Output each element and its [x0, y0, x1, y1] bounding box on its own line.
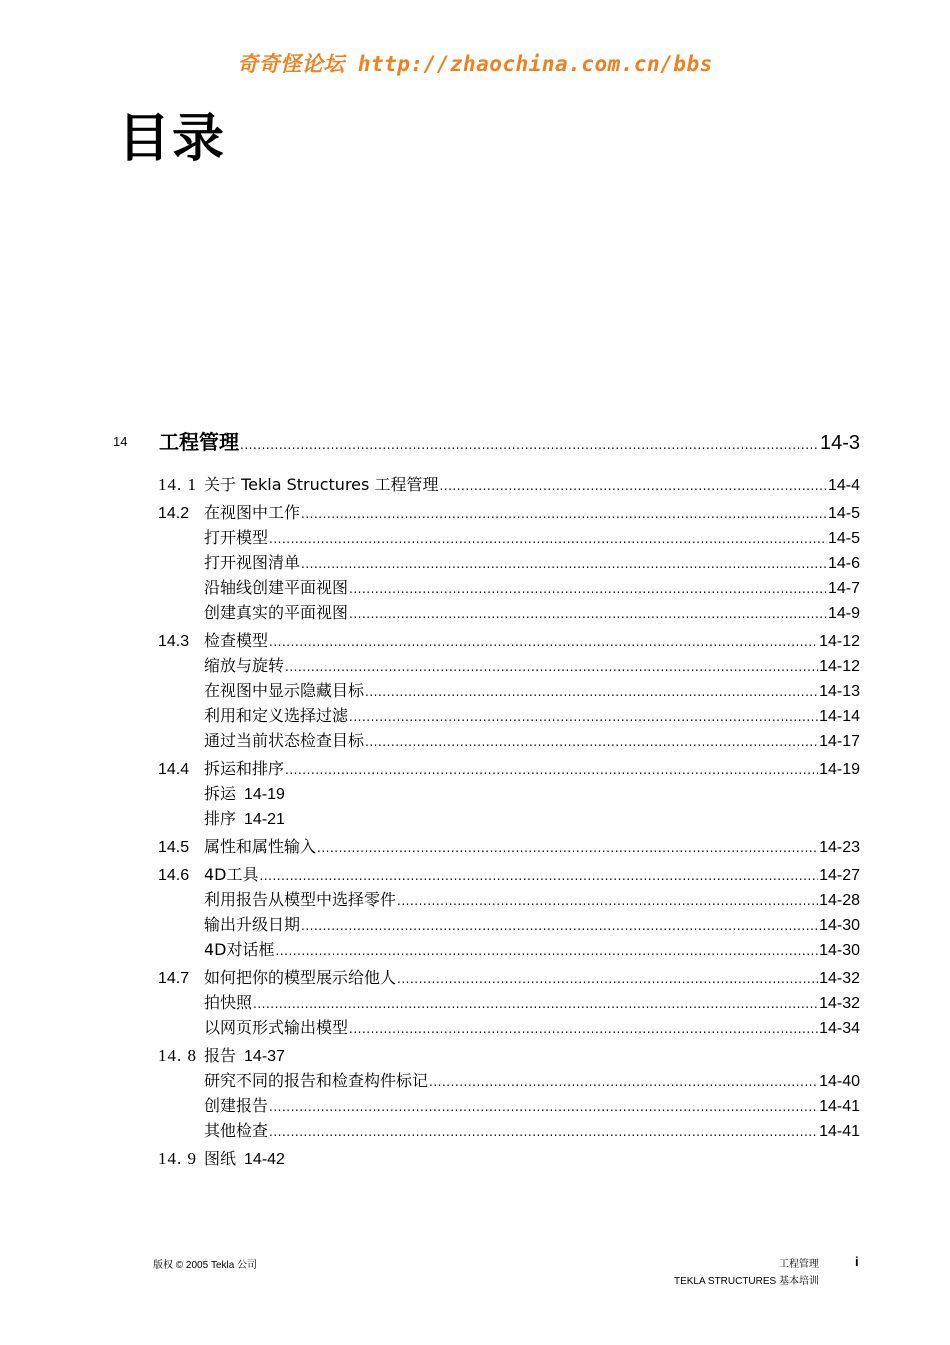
dot-leader [349, 608, 827, 620]
toc-page-number: 14-32 [819, 995, 860, 1012]
page-title: 目录 [118, 109, 227, 169]
dot-leader [285, 764, 818, 776]
toc-entry[interactable] [158, 862, 860, 887]
toc-page-number: 14-4 [827, 477, 860, 494]
toc-entry-title: 缩放与旋转 [204, 656, 285, 675]
toc-entry[interactable] [158, 1118, 860, 1143]
toc-entry[interactable] [158, 678, 860, 703]
toc-entry[interactable] [158, 1068, 860, 1093]
toc-page-number: 14-42 [244, 1151, 285, 1168]
toc-entry[interactable] [158, 628, 860, 653]
toc-entry-title: 如何把你的模型展示给他人 [204, 968, 397, 987]
toc-entry[interactable] [158, 990, 860, 1015]
toc-page-number: 14-9 [827, 605, 860, 622]
toc-entry[interactable] [158, 728, 860, 753]
toc-page-number: 14-41 [819, 1098, 860, 1115]
toc-page-number: 14-19 [819, 761, 860, 778]
dot-leader [285, 661, 818, 673]
chapter-number: 14 [113, 434, 128, 449]
toc-entry-title: 报告 [204, 1046, 237, 1065]
toc-entry-title: 创建报告 [204, 1096, 269, 1115]
toc-entry[interactable] [158, 1043, 860, 1068]
toc-section-number: 14. 1 [158, 475, 197, 494]
toc-entry[interactable] [158, 887, 860, 912]
toc-entry[interactable] [158, 912, 860, 937]
toc-page-number: 14-27 [819, 867, 860, 884]
toc-entry-title: 4D对话框 [204, 940, 275, 959]
toc-entry-title: 拆运 [204, 784, 237, 803]
toc-entry-title: 创建真实的平面视图 [204, 603, 349, 622]
toc-page-number: 14-32 [819, 970, 860, 987]
chapter-line [159, 426, 860, 455]
toc-entry[interactable] [158, 575, 860, 600]
toc-section-number: 14.5 [158, 839, 190, 856]
toc-entry[interactable] [158, 781, 860, 806]
dot-leader [276, 945, 819, 957]
toc-entry[interactable] [158, 806, 860, 831]
toc-entry-title: 在视图中工作 [204, 503, 301, 522]
toc-entry[interactable] [158, 937, 860, 962]
dot-leader [429, 1076, 818, 1088]
toc-page-number: 14-28 [819, 892, 860, 909]
toc-entry-title: 关于 Tekla Structures 工程管理 [204, 475, 439, 494]
toc-page-number: 14-5 [827, 505, 860, 522]
toc-page-number: 14-13 [819, 683, 860, 700]
toc-entry-title: 排序 [204, 809, 237, 828]
chapter-title: 工程管理 [159, 430, 239, 454]
watermark: 奇奇怪论坛 http://zhaochina.com.cn/bbs [237, 52, 713, 76]
toc-entry[interactable] [158, 525, 860, 550]
dot-leader [269, 533, 827, 545]
toc-entry-title: 以网页形式输出模型 [204, 1018, 349, 1037]
toc-entry-title: 拍快照 [204, 993, 253, 1012]
toc-page-number: 14-37 [244, 1048, 285, 1065]
dot-leader [253, 998, 818, 1010]
toc-page-number: 14-30 [819, 942, 860, 959]
dot-leader [397, 973, 818, 985]
dot-leader [269, 1101, 818, 1113]
toc-chapter-entry[interactable] [113, 426, 860, 456]
toc-entry-title: 在视图中显示隐藏目标 [204, 681, 365, 700]
dot-leader [365, 686, 818, 698]
toc-entry-title: 通过当前状态检查目标 [204, 731, 365, 750]
dot-leader [349, 711, 818, 723]
footer-info [674, 1256, 819, 1290]
toc-page-number: 14-6 [827, 555, 860, 572]
toc-page-number: 14-19 [244, 786, 285, 803]
toc-entry[interactable] [158, 965, 860, 990]
toc-entry[interactable] [158, 600, 860, 625]
dot-leader [349, 1023, 818, 1035]
toc-entry-title: 属性和属性输入 [204, 837, 317, 856]
dot-leader [439, 480, 827, 492]
dot-leader [240, 439, 819, 451]
toc-section-number: 14. 9 [158, 1149, 197, 1168]
toc-entry[interactable] [158, 500, 860, 525]
dot-leader [301, 558, 827, 570]
toc-section-number: 14.4 [158, 761, 190, 778]
toc-entry-title: 打开视图清单 [204, 553, 301, 572]
dot-leader [269, 1126, 818, 1138]
footer-section: 工程管理 [779, 1259, 819, 1270]
toc-entry-title: 图纸 [204, 1149, 237, 1168]
toc-page-number: 14-21 [244, 811, 285, 828]
table-of-contents [158, 472, 860, 1171]
toc-section-number: 14.2 [158, 505, 190, 522]
toc-section-number: 14.3 [158, 633, 190, 650]
dot-leader [269, 636, 818, 648]
footer-copyright: 版权 © 2005 Tekla 公司 [153, 1260, 258, 1271]
dot-leader [260, 870, 819, 882]
toc-page-number: 14-40 [819, 1073, 860, 1090]
toc-section-number: 14. 8 [158, 1046, 197, 1065]
toc-page-number: 14-34 [819, 1020, 860, 1037]
footer-book: TEKLA STRUCTURES 基本培训 [673, 1276, 819, 1287]
toc-page-number: 14-23 [819, 839, 860, 856]
toc-entry[interactable] [158, 1093, 860, 1118]
toc-section-number: 14.6 [158, 867, 190, 884]
toc-entry-title: 利用报告从模型中选择零件 [204, 890, 397, 909]
dot-leader [317, 842, 818, 854]
toc-page-number: 14-12 [819, 633, 860, 650]
toc-entry-title: 利用和定义选择过滤 [204, 706, 349, 725]
dot-leader [397, 895, 818, 907]
dot-leader [349, 583, 827, 595]
toc-entry-title: 输出升级日期 [204, 915, 301, 934]
toc-entry[interactable] [158, 653, 860, 678]
chapter-page: 14-3 [819, 432, 860, 454]
toc-page-number: 14-17 [819, 733, 860, 750]
dot-leader [365, 736, 818, 748]
dot-leader [301, 508, 827, 520]
toc-page-number: 14-12 [819, 658, 860, 675]
toc-entry-title: 其他检查 [204, 1121, 269, 1140]
toc-section-number: 14.7 [158, 970, 190, 987]
dot-leader [301, 920, 818, 932]
toc-page-number: 14-14 [819, 708, 860, 725]
toc-entry-title: 研究不同的报告和检查构件标记 [204, 1071, 429, 1090]
toc-entry-title: 4D工具 [204, 865, 259, 884]
toc-entry[interactable] [158, 756, 860, 781]
toc-entry-title: 检查模型 [204, 631, 269, 650]
toc-entry-title: 沿轴线创建平面视图 [204, 578, 349, 597]
toc-page-number: 14-7 [827, 580, 860, 597]
toc-entry[interactable] [158, 834, 860, 859]
toc-entry[interactable] [158, 472, 860, 497]
toc-entry[interactable] [158, 550, 860, 575]
toc-page-number: 14-30 [819, 917, 860, 934]
toc-entry[interactable] [158, 1015, 860, 1040]
toc-entry[interactable] [158, 1146, 860, 1171]
toc-page-number: 14-41 [819, 1123, 860, 1140]
footer-page-number: i [855, 1254, 859, 1269]
toc-entry[interactable] [158, 703, 860, 728]
toc-entry-title: 拆运和排序 [204, 759, 285, 778]
toc-entry-title: 打开模型 [204, 528, 269, 547]
toc-page-number: 14-5 [827, 530, 860, 547]
